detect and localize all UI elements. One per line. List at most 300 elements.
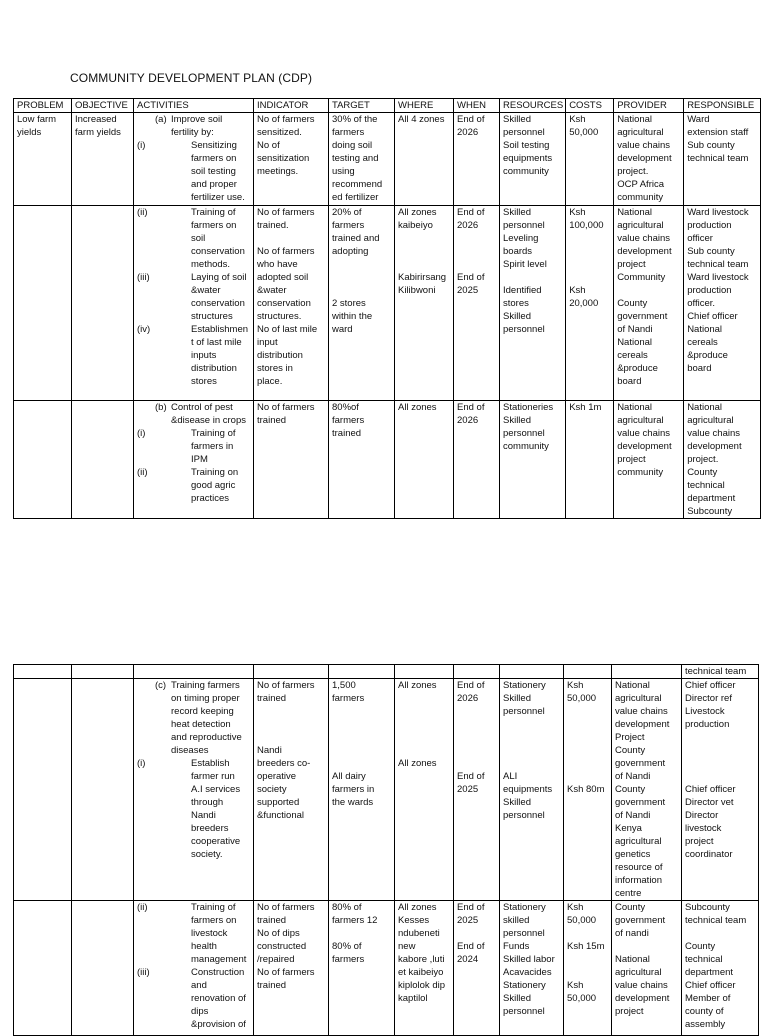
cell-line: Skilled <box>503 415 531 426</box>
when-cell <box>454 679 500 901</box>
cell-line: government <box>617 311 668 322</box>
cell-line: constructed <box>257 941 307 952</box>
target-cell <box>329 679 395 901</box>
cell-line: agricultural <box>617 127 664 138</box>
table-row <box>14 401 761 519</box>
activity-text: Improve soil <box>171 114 223 125</box>
activity-text: practices <box>191 493 230 504</box>
cell-line: Director <box>685 810 719 821</box>
activity-line <box>137 271 251 284</box>
cell-line: stores in <box>257 363 293 374</box>
cell-line: agricultural <box>615 836 662 847</box>
activity-line <box>137 297 251 310</box>
cell-line: Skilled <box>503 993 531 1004</box>
indicator-cell <box>254 206 329 401</box>
cell-line: et kaibeiyo <box>398 967 444 978</box>
cell-line: adopted soil <box>257 272 309 283</box>
cell-line: Ksh 1m <box>569 402 602 413</box>
cell-line <box>257 705 326 718</box>
activity-text: methods. <box>191 259 231 270</box>
activity-line <box>137 165 251 178</box>
cell-line: End of <box>457 680 485 691</box>
activity-text: farmers on <box>191 153 237 164</box>
activity-line <box>137 731 251 744</box>
cell-line <box>503 744 561 757</box>
cell-line: board <box>617 376 642 387</box>
cell-line: 2025 <box>457 784 479 795</box>
cell-line: value chains <box>615 706 668 717</box>
cell-line: County <box>685 941 716 952</box>
activity-line <box>137 679 251 692</box>
cell-line: ndubeneti <box>398 928 440 939</box>
cell-line: 80% of <box>332 902 362 913</box>
where-cell <box>395 901 454 1036</box>
cell-line: All zones <box>398 207 437 218</box>
cell-line: department <box>685 967 734 978</box>
cell-line: Sub county <box>687 246 735 257</box>
cell-line: Skilled labor <box>503 954 555 965</box>
activity-line <box>137 427 251 440</box>
activity-line <box>137 966 251 979</box>
cell-line: kaibeiyo <box>398 220 433 231</box>
cell-line: All zones <box>398 902 437 913</box>
cell-line: of Nandi <box>617 324 653 335</box>
cell-line: Skilled <box>503 207 531 218</box>
activities-cell <box>134 679 254 901</box>
activity-text: Training on <box>191 467 239 478</box>
cell-line: Stationeries <box>503 402 554 413</box>
cell-line: All dairy <box>332 771 366 782</box>
cell-line: meetings. <box>257 166 299 177</box>
cell-line: society <box>257 784 287 795</box>
cell-line: 2026 <box>457 220 479 231</box>
cell-line: using <box>332 166 355 177</box>
activity-text: breeders <box>191 823 229 834</box>
cell-line: department <box>687 493 736 504</box>
target-cell <box>329 901 395 1036</box>
cell-line: Subcounty <box>687 506 733 517</box>
cell-line: trained <box>257 915 287 926</box>
activity-line <box>137 692 251 705</box>
activity-text: cooperative <box>191 836 241 847</box>
cell-line <box>257 232 326 245</box>
cell-line: Ksh <box>567 680 584 691</box>
activity-text: Sensitizing <box>191 140 237 151</box>
activity-text: Construction <box>191 967 245 978</box>
cell-line: value chains <box>687 428 740 439</box>
cell-line: 30% of the <box>332 114 378 125</box>
provider-cell <box>612 679 682 901</box>
cell-line: Kabirirsang <box>398 272 447 283</box>
table-row <box>14 679 759 901</box>
cell-line <box>503 731 561 744</box>
cell-line: development <box>615 719 670 730</box>
cell-line <box>685 927 756 940</box>
cell-line: No of farmers <box>257 680 315 691</box>
cdp-table-page-2 <box>13 664 759 1036</box>
cell-line <box>398 232 451 245</box>
cell-line: 80% of <box>332 941 362 952</box>
cell-line: Low farm <box>17 114 57 125</box>
cell-line: Chief officer <box>685 784 736 795</box>
cell-line: personnel <box>503 706 545 717</box>
cell-line: No of farmers <box>257 402 315 413</box>
cell-line: input <box>257 337 278 348</box>
activity-text: livestock <box>191 928 228 939</box>
activity-line <box>137 323 251 336</box>
activity-line <box>137 152 251 165</box>
cell-line <box>457 705 497 718</box>
cell-line: 20,000 <box>569 298 599 309</box>
cell-line: officer <box>687 233 713 244</box>
problem-cell <box>14 901 72 1036</box>
cell-line: agricultural <box>617 220 664 231</box>
cell-line: value chains <box>617 140 670 151</box>
cell-line: officer. <box>687 298 716 309</box>
activity-marker: (ii) <box>137 902 148 913</box>
cell-line <box>569 258 611 271</box>
costs-cell <box>564 901 612 1036</box>
cell-line: National <box>617 207 653 218</box>
cell-line: Director ref <box>685 693 732 704</box>
problem-cell <box>14 206 72 401</box>
responsible-cell <box>682 679 759 901</box>
activity-text: A.I services <box>191 784 241 795</box>
cell-line <box>457 718 497 731</box>
header-target: TARGET <box>329 99 395 113</box>
cell-line: Leveling <box>503 233 539 244</box>
cell-line: All 4 zones <box>398 114 445 125</box>
cell-line: ed fertilizer <box>332 192 379 203</box>
page-title: COMMUNITY DEVELOPMENT PLAN (CDP) <box>70 71 313 85</box>
cell-line: farmers <box>332 220 365 231</box>
cell-line: kaptilol <box>398 993 428 1004</box>
activity-text: farmer run <box>191 771 235 782</box>
activities-cell <box>134 401 254 519</box>
responsible-cell <box>682 901 759 1036</box>
table-row <box>14 113 761 206</box>
costs-cell <box>566 206 614 401</box>
cell-line: 2024 <box>457 954 479 965</box>
activity-text: record keeping <box>171 706 234 717</box>
activity-line <box>137 796 251 809</box>
activity-text: management <box>191 954 247 965</box>
cell-line: kiplolok dip <box>398 980 445 991</box>
objective-cell <box>72 401 134 519</box>
cell-line: genetics <box>615 849 651 860</box>
cell-line: distribution <box>257 350 303 361</box>
cell-line <box>457 927 497 940</box>
activity-marker: (b) <box>155 402 167 413</box>
cell-line: assembly <box>685 1019 726 1030</box>
activity-line <box>137 1018 251 1031</box>
cell-line: National <box>617 114 653 125</box>
cell-line: National <box>617 337 653 348</box>
activity-text: on timing proper <box>171 693 240 704</box>
when-cell <box>454 113 500 206</box>
resources-cell <box>500 113 566 206</box>
cell-line: End of <box>457 941 485 952</box>
cell-line: No of farmers <box>257 207 315 218</box>
cell-line <box>617 284 681 297</box>
activity-text: fertilizer use. <box>191 192 245 203</box>
cell-line <box>398 731 451 744</box>
cell-line: production <box>687 285 732 296</box>
cell-line <box>398 705 451 718</box>
cell-line <box>398 258 451 271</box>
cell-line: agricultural <box>615 967 662 978</box>
activity-text: Training farmers <box>171 680 240 691</box>
cell-line: 1,500 <box>332 680 356 691</box>
activity-line <box>137 940 251 953</box>
activity-text: fertility by: <box>171 127 214 138</box>
cell-line: Stationery <box>503 902 546 913</box>
cell-line: of Nandi <box>615 771 651 782</box>
cell-line: Ksh <box>569 285 586 296</box>
activity-text: Training of <box>191 207 236 218</box>
activity-line <box>137 284 251 297</box>
indicator-cell <box>254 113 329 206</box>
cell-line: County <box>615 745 646 756</box>
cell-line: development <box>615 993 670 1004</box>
activity-line <box>137 178 251 191</box>
provider-cell <box>612 901 682 1036</box>
cell-line: extension staff <box>687 127 749 138</box>
responsible-cell <box>682 665 759 679</box>
cell-line: End of <box>457 902 485 913</box>
cell-line: No of <box>257 140 280 151</box>
activity-text: health <box>191 941 217 952</box>
cell-line: project. <box>617 166 649 177</box>
cell-line: 20% of <box>332 207 362 218</box>
cell-line <box>567 757 609 770</box>
activity-text: inputs <box>191 350 217 361</box>
activity-line <box>137 783 251 796</box>
cell-line: Ksh <box>569 114 586 125</box>
activity-line <box>137 466 251 479</box>
cell-line: Director vet <box>685 797 734 808</box>
activity-text: distribution <box>191 363 237 374</box>
cell-line: technical team <box>685 666 747 677</box>
cell-line: coordinator <box>685 849 733 860</box>
cell-line: National <box>615 680 650 691</box>
activity-text: Laying of soil <box>191 272 247 283</box>
cell-line: trained and <box>332 233 380 244</box>
activity-text: Training of <box>191 902 236 913</box>
costs-cell <box>564 679 612 901</box>
cell-line: personnel <box>503 428 545 439</box>
cell-line: of nandi <box>615 928 649 939</box>
objective-cell <box>72 113 134 206</box>
activity-text: soil <box>191 233 206 244</box>
cell-line: Kenya <box>615 823 642 834</box>
cell-line: Chief officer <box>687 311 738 322</box>
activity-line <box>137 362 251 375</box>
cell-line: Identified <box>503 285 542 296</box>
resources-cell <box>500 206 566 401</box>
where-cell <box>395 113 454 206</box>
cell-line <box>398 245 451 258</box>
activity-line <box>137 901 251 914</box>
resources-cell <box>500 901 564 1036</box>
cell-line: County <box>617 298 648 309</box>
cell-line: farmers in <box>332 784 375 795</box>
activity-line <box>137 992 251 1005</box>
when-cell <box>454 206 500 401</box>
header-row <box>14 99 761 113</box>
problem-cell <box>14 679 72 901</box>
activity-text: dips <box>191 1006 209 1017</box>
cell-line: Skilled <box>503 693 531 704</box>
objective-cell <box>72 206 134 401</box>
activity-text: diseases <box>171 745 209 756</box>
cell-line: project <box>615 1006 644 1017</box>
responsible-cell <box>684 206 761 401</box>
where-cell <box>395 679 454 901</box>
cell-line: No of farmers <box>257 902 315 913</box>
activity-text: conservation <box>191 246 245 257</box>
cell-line: County <box>615 784 646 795</box>
cell-line: agricultural <box>615 693 662 704</box>
activity-line <box>137 848 251 861</box>
cell-line <box>457 731 497 744</box>
cell-line <box>257 718 326 731</box>
cell-line <box>332 718 392 731</box>
cell-line: community <box>503 441 549 452</box>
cell-line: doing soil <box>332 140 373 151</box>
cell-line: Ward livestock <box>687 207 749 218</box>
cell-line: equipments <box>503 153 553 164</box>
cell-line: project <box>617 454 646 465</box>
cell-line: yields <box>17 127 42 138</box>
cell-line <box>503 271 563 284</box>
cell-line: Ksh <box>567 902 584 913</box>
header-objective: OBJECTIVE <box>72 99 134 113</box>
cell-line: Ksh 80m <box>567 784 605 795</box>
cell-line: Kilibwoni <box>398 285 436 296</box>
cell-line: County <box>615 902 646 913</box>
cell-line: No of farmers <box>257 246 315 257</box>
cell-line: project <box>685 836 714 847</box>
resources-cell <box>500 401 566 519</box>
activity-text: soil testing <box>191 166 236 177</box>
cell-line: National <box>687 402 723 413</box>
cell-line: Stationery <box>503 980 546 991</box>
cell-line <box>457 744 497 757</box>
cell-line: 100,000 <box>569 220 604 231</box>
cell-line: &water <box>257 285 287 296</box>
activity-line <box>137 245 251 258</box>
cell-line: stores <box>503 298 529 309</box>
cell-line: development <box>617 153 672 164</box>
cell-line: Project <box>615 732 645 743</box>
responsible-cell <box>684 113 761 206</box>
cell-line <box>569 232 611 245</box>
cell-line: agricultural <box>617 415 664 426</box>
cell-line <box>398 744 451 757</box>
cell-line: community <box>617 467 664 478</box>
activity-line <box>137 206 251 219</box>
cell-line: No of last mile <box>257 324 318 335</box>
activity-text: Training of <box>191 428 236 439</box>
cell-line: centre <box>615 888 642 899</box>
cell-line <box>685 731 756 744</box>
cell-line: Skilled <box>503 114 531 125</box>
header-responsible: RESPONSIBLE <box>684 99 761 113</box>
activity-line <box>137 336 251 349</box>
cell-line: ward <box>332 324 353 335</box>
cell-line: County <box>687 467 718 478</box>
cell-line: No of farmers <box>257 114 315 125</box>
activity-marker: (iii) <box>137 967 150 978</box>
cell-line <box>332 927 392 940</box>
cell-line <box>567 927 609 940</box>
activity-marker: (c) <box>155 680 167 691</box>
cell-line: resource of <box>615 862 663 873</box>
cell-line: 50,000 <box>567 915 597 926</box>
cell-line <box>332 757 392 770</box>
cell-line: production <box>687 220 732 231</box>
cell-line: personnel <box>503 810 545 821</box>
activity-line <box>137 113 251 126</box>
activity-line <box>137 232 251 245</box>
target-cell <box>329 401 395 519</box>
indicator-cell <box>254 901 329 1036</box>
cell-line: All zones <box>398 402 437 413</box>
cell-line: technical <box>685 954 723 965</box>
activity-text: heat detection <box>171 719 231 730</box>
target-cell <box>329 206 395 401</box>
cell-line: Ward livestock <box>687 272 749 283</box>
cell-line: &produce <box>687 350 728 361</box>
cell-line: equipments <box>503 784 553 795</box>
cell-line: farmers 12 <box>332 915 378 926</box>
cell-line: OCP Africa <box>617 179 665 190</box>
cell-line: operative <box>257 771 297 782</box>
cell-line: personnel <box>503 127 545 138</box>
target-cell <box>329 113 395 206</box>
cell-line: 2025 <box>457 915 479 926</box>
cell-line <box>332 731 392 744</box>
cell-line <box>457 258 497 271</box>
cell-line: personnel <box>503 220 545 231</box>
indicator-cell <box>254 401 329 519</box>
header-costs: COSTS <box>566 99 614 113</box>
cell-line <box>457 232 497 245</box>
cell-line: Increased <box>75 114 117 125</box>
cell-line: trained <box>257 415 287 426</box>
activity-line <box>137 310 251 323</box>
cdp-table-page-1 <box>13 98 761 519</box>
activity-text: farmers on <box>191 220 237 231</box>
cell-line: technical <box>687 480 725 491</box>
activity-line <box>137 835 251 848</box>
when-cell <box>454 901 500 1036</box>
cell-line: sensitized. <box>257 127 302 138</box>
cell-line: Member of <box>685 993 731 1004</box>
cell-line <box>685 757 756 770</box>
cell-line: structures. <box>257 311 302 322</box>
cell-line: value chains <box>615 980 668 991</box>
activity-text: structures <box>191 311 233 322</box>
activity-text: and reproductive <box>171 732 242 743</box>
activity-line <box>137 375 251 388</box>
cell-line: trained <box>257 980 287 991</box>
cell-line: 2026 <box>457 127 479 138</box>
cell-line: within the <box>332 311 373 322</box>
header-resources: RESOURCES <box>500 99 566 113</box>
cell-line <box>332 284 392 297</box>
